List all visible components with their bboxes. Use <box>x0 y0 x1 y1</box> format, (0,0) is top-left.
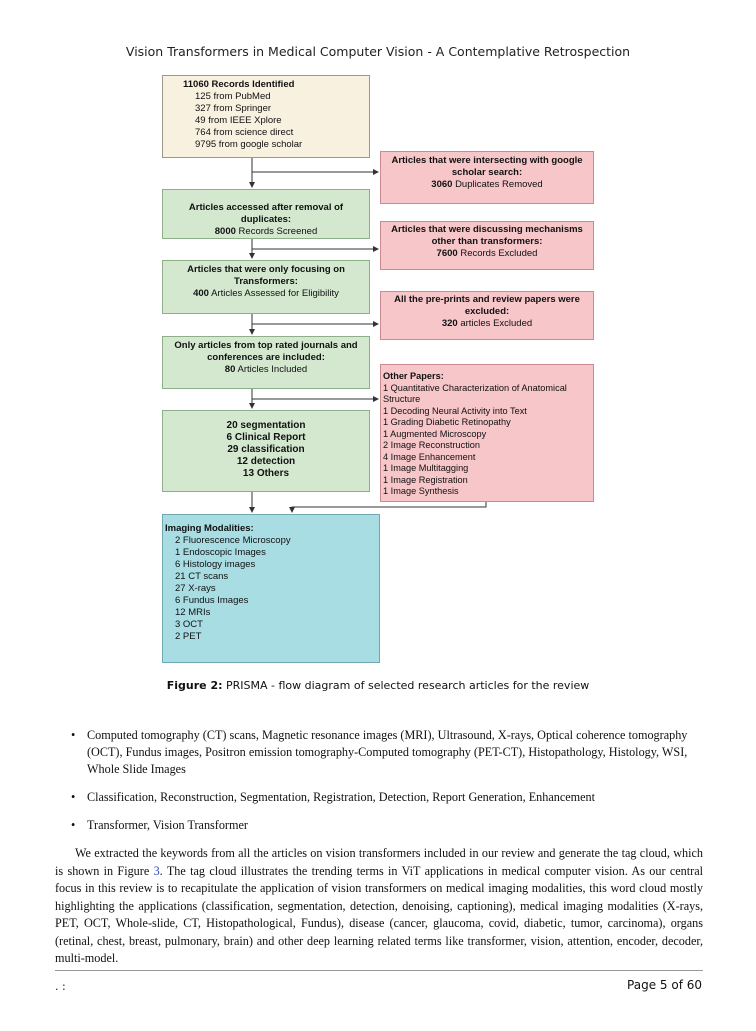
other-paper-item: 1 Decoding Neural Activity into Text <box>383 405 527 416</box>
mech-count: 7600 <box>436 248 458 259</box>
bullet-item: • Computed tomography (CT) scans, Magnetic resonance images (MRI), Ultrasound, X-rays, Optical coherence tomography (OCT), Fundus images, Positron emission tomography-Computed tomography (PET-CT), Histopathology, Histology, WSI, Whole Slide Images <box>55 727 705 778</box>
caption-label: Figure 2: <box>166 679 223 692</box>
other-paper-item: 1 Augmented Microscopy <box>383 428 487 439</box>
category-item: 13 Others <box>242 468 290 479</box>
figure-reference-link[interactable]: 3 <box>153 863 160 878</box>
category-item: 29 classification <box>227 444 305 455</box>
screened-count: 8000 <box>214 226 236 237</box>
other-paper-item: 2 Image Reconstruction <box>383 440 481 450</box>
eligibility-box <box>162 260 370 314</box>
records-source: 9795 from google scholar <box>195 139 303 150</box>
modality-item: 1 Endoscopic Images <box>175 547 266 558</box>
category-item: 12 detection <box>236 456 296 467</box>
modality-item: 6 Histology images <box>175 559 256 570</box>
other-paper-item: 1 Quantitative Characterization of Anatomical Structure <box>383 382 567 404</box>
category-item: 20 segmentation <box>226 420 306 431</box>
paragraph-text: We extracted the keywords from all the articles on vision transformers included in our review and generate the tag cloud, which is shown in Figure <box>55 846 703 878</box>
dup-count: 3060 <box>431 179 453 190</box>
records-source: 764 from science direct <box>195 127 294 138</box>
articles-included-box <box>162 336 370 389</box>
modality-item: 2 Fluorescence Microscopy <box>175 535 291 546</box>
records-identified-box <box>162 75 370 158</box>
modality-item: 27 X-rays <box>175 583 216 594</box>
records-title: 11060 Records Identified <box>183 79 295 90</box>
records-screened-box <box>162 189 370 239</box>
bullet-item: • Classification, Reconstruction, Segmentation, Registration, Detection, Report Generation, Enhancement <box>55 789 705 806</box>
footer-left: . : <box>55 980 66 993</box>
duplicates-removed-box <box>380 151 594 204</box>
preprint-text: articles Excluded <box>460 318 533 329</box>
included-text: Articles Included <box>237 364 308 375</box>
screened-text: Records Screened <box>238 226 318 237</box>
preprint-title: All the pre-prints and review papers were excluded: <box>394 294 580 317</box>
preprint-count: 320 <box>441 318 458 329</box>
other-paper-item: 1 Image Multitagging <box>383 463 469 473</box>
modality-item: 21 CT scans <box>175 571 229 582</box>
eligibility-text: Articles Assessed for Eligibility <box>211 288 339 299</box>
modality-item: 6 Fundus Images <box>175 595 249 606</box>
footer-divider <box>55 970 703 971</box>
other-papers-box <box>380 364 594 502</box>
modality-item: 12 MRIs <box>175 607 211 618</box>
other-paper-item: 4 Image Enhancement <box>383 451 476 462</box>
records-source: 327 from Springer <box>195 103 272 114</box>
screened-title: Articles accessed after removal of duplicates: <box>188 202 344 225</box>
dup-title: Articles that were intersecting with google scholar search: <box>391 155 583 178</box>
modality-item: 2 PET <box>175 631 202 642</box>
other-paper-item: 1 Image Synthesis <box>383 486 459 496</box>
imaging-modalities-box <box>162 514 380 663</box>
other-paper-item: 1 Grading Diabetic Retinopathy <box>383 417 511 427</box>
keyword-bullet-list <box>55 727 705 845</box>
mech-title: Articles that were discussing mechanisms other than transformers: <box>391 224 583 247</box>
figure-caption <box>0 679 756 692</box>
arrow-other-to-modalities <box>292 502 486 512</box>
running-header: Vision Transformers in Medical Computer Vision - A Contemplative Retrospection <box>125 44 631 59</box>
records-source: 49 from IEEE Xplore <box>195 115 282 126</box>
other-paper-item: 1 Image Registration <box>383 474 468 485</box>
modality-item: 3 OCT <box>175 619 203 630</box>
paragraph-text: . The tag cloud illustrates the trending terms in ViT applications in medical computer vision. As our central focus in this review is to recapitulate the application of vision transformers on medical imaging modalities, this word cloud mostly highlighting the applications (classification, segmentation, detection, denoising, captioning), medical imaging modalities (X-rays, PET, OCT, Whole-slide, CT, Histopathological, Fundus), disease (cancer, glaucoma, covid, diabetic, tumor, carcinoma), organs (retinal, chest, breast, pulmonary, brain) and other deep learning related terms like transformer, vision, attention, encoder, decoder, multi-model. <box>55 863 703 965</box>
caption-text: PRISMA - flow diagram of selected research articles for the review <box>226 679 590 692</box>
body-paragraph <box>55 845 703 968</box>
dup-text: Duplicates Removed <box>455 179 543 190</box>
category-item: 6 Clinical Report <box>226 432 306 443</box>
included-title: Only articles from top rated journals and conferences are included: <box>174 340 358 363</box>
eligibility-count: 400 <box>193 288 209 299</box>
preprints-excluded-box <box>380 291 594 340</box>
modalities-title: Imaging Modalities: <box>165 523 254 534</box>
categories-box <box>162 410 370 492</box>
bullet-item: • Transformer, Vision Transformer <box>55 817 705 834</box>
mech-text: Records Excluded <box>460 248 538 259</box>
page-number: Page 5 of 60 <box>627 978 702 992</box>
records-source: 125 from PubMed <box>195 91 271 102</box>
included-count: 80 <box>224 364 236 375</box>
eligibility-title: Articles that were only focusing on Transformers: <box>187 264 345 287</box>
other-title: Other Papers: <box>383 371 444 381</box>
mechanisms-excluded-box <box>380 221 594 270</box>
